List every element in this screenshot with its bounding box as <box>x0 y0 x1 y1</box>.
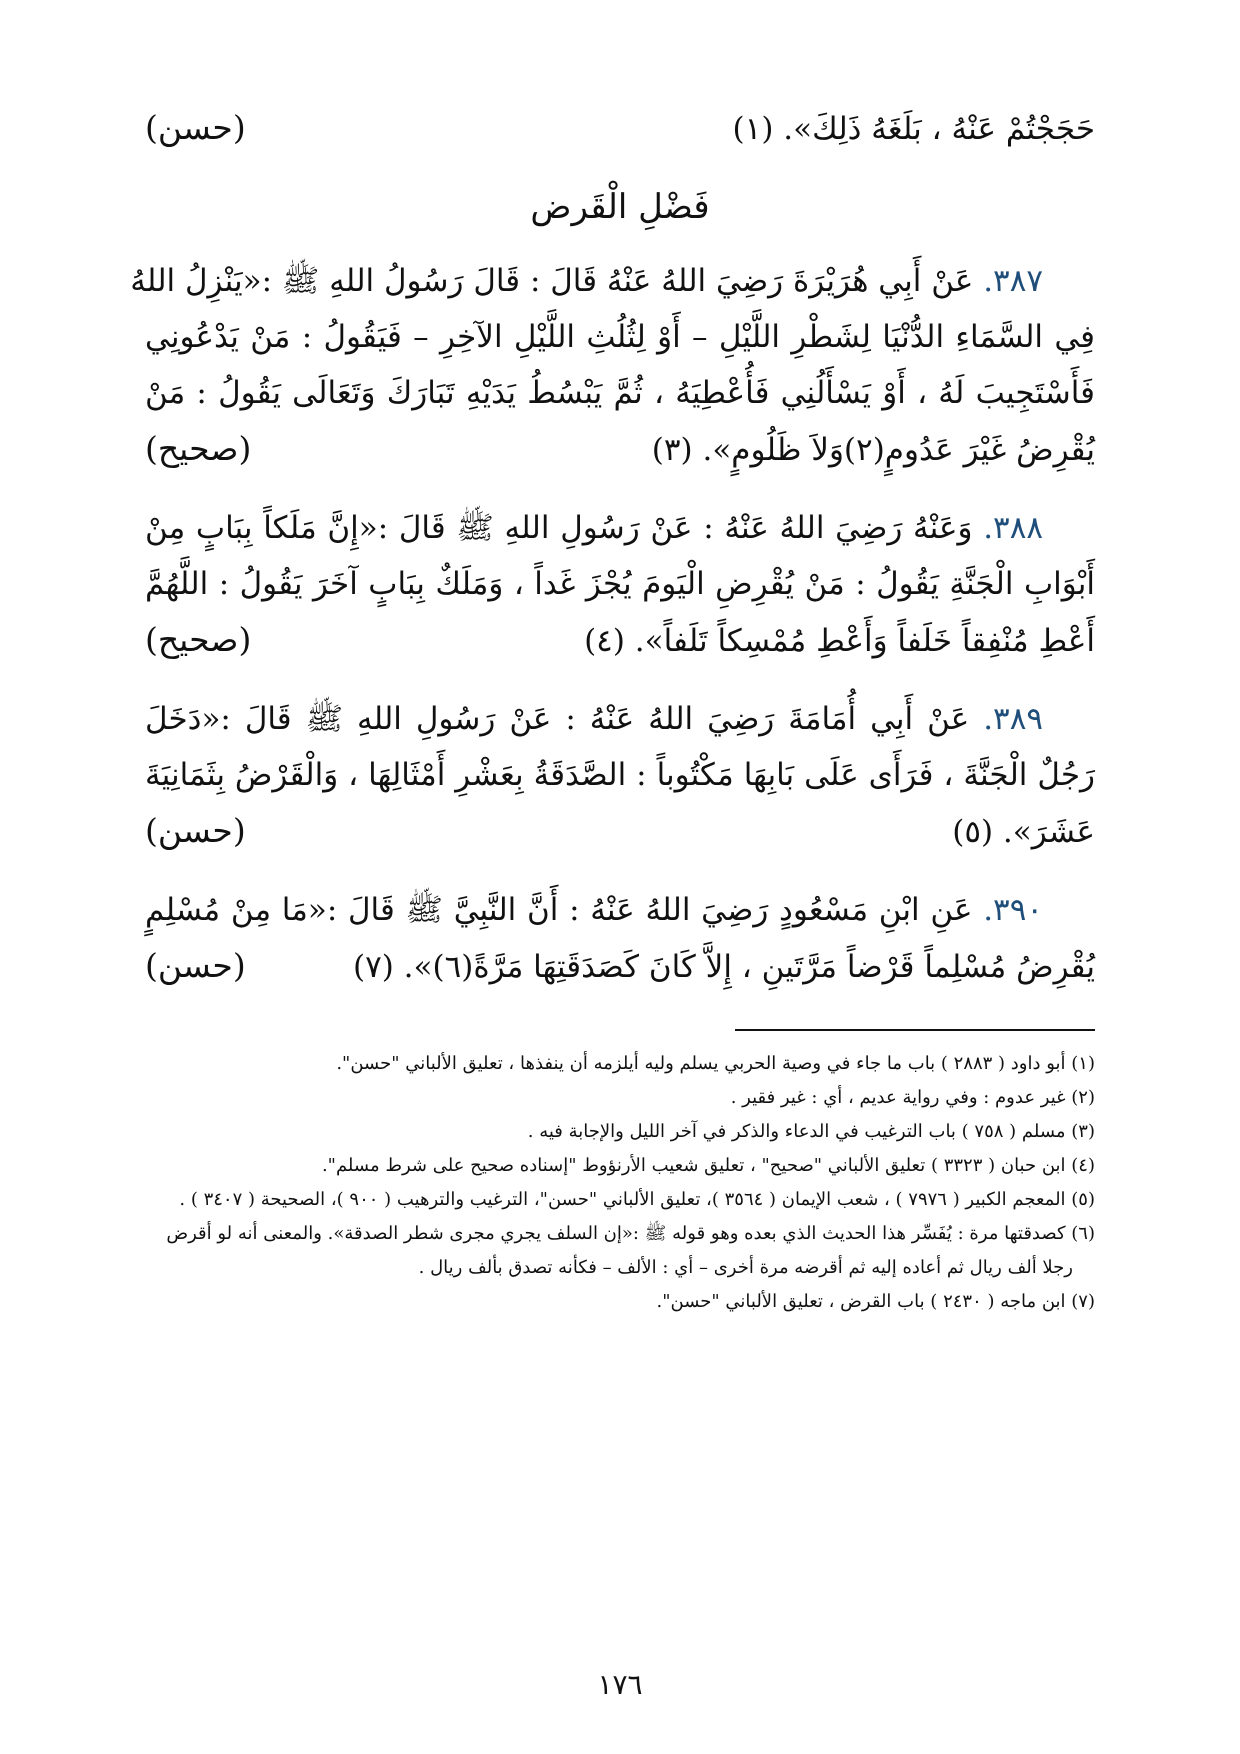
footnote-separator <box>735 1029 1095 1031</box>
grade-label: ( حسن ) <box>145 938 246 994</box>
hadith-text <box>145 691 1095 747</box>
hadith-line-text: يُقْرِضُ غَيْرَ عَدُومٍ(٢)وَلاَ ظَلُومٍ». (٣) <box>651 432 1095 468</box>
hadith-line <box>145 691 1095 747</box>
hadith-line <box>145 803 1095 860</box>
grade-label: ( حسن ) <box>145 100 246 156</box>
page-number: ١٧٦ <box>597 1668 643 1701</box>
hadith-389 <box>145 691 1095 860</box>
hadith-387 <box>130 253 1095 478</box>
hadith-text <box>145 500 1095 556</box>
hadith-line <box>145 612 1095 669</box>
footnote: (٤) ابن حبان ( ٣٣٢٣ ) تعليق الألباني "صحيح" ، تعليق شعيب الأرنؤوط "إسناده صحيح على شرط مسلم". <box>321 1155 1095 1176</box>
hadith-line-text: فَأَسْتَجِيبَ لَهُ ، أَوْ يَسْأَلُنِي فَأُعْطِيَهُ ، ثُمَّ يَبْسُطُ يَدَيْهِ تَبَارَكَ وَتَعَالَى يَقُولُ : مَنْ <box>145 375 1095 411</box>
hadith-line-text: أَعْطِ مُنْفِقاً خَلَفاً وَأَعْطِ مُمْسِكاً تَلَفاً». (٤) <box>584 623 1095 659</box>
hadith-number: ٣٨٨. <box>983 510 1043 546</box>
hadith-line-text: أَبْوَابِ الْجَنَّةِ يَقُولُ : مَنْ يُقْرِضِ الْيَومَ يُجْزَ غَداً ، وَمَلَكٌ بِبَابٍ آخَرَ يَقُولُ : اللَّهُمَّ <box>145 566 1095 602</box>
footnote: (٥) المعجم الكبير ( ٧٩٧٦ ) ، شعب الإيمان ( ٣٥٦٤ )، تعليق الألباني "حسن"، الترغيب والترهيب ( ٩٠٠ )، الصحيحة ( ٣٤٠٧ ) . <box>179 1189 1095 1210</box>
hadith-text <box>130 253 1095 309</box>
hadith-line-text: وَعَنْهُ رَضِيَ اللهُ عَنْهُ : عَنْ رَسُولِ اللهِ ﷺ قَالَ :«إِنَّ مَلَكاً بِبَابٍ مِنْ <box>145 510 973 546</box>
footnote: (٣) مسلم ( ٧٥٨ ) باب الترغيب في الدعاء والذكر في آخر الليل والإجابة فيه . <box>527 1121 1095 1142</box>
footnote: (١) أبو داود ( ٢٨٨٣ ) باب ما جاء في وصية الحربي يسلم وليه أيلزمه أن ينفذها ، تعليق الألباني "حسن". <box>336 1053 1095 1074</box>
hadith-390 <box>145 882 1095 995</box>
hadith-line <box>145 500 1095 556</box>
hadith-line <box>145 882 1095 938</box>
footnote: (٧) ابن ماجه ( ٢٤٣٠ ) باب القرض ، تعليق الألباني "حسن". <box>656 1291 1095 1312</box>
hadith-line <box>130 253 1095 309</box>
hadith-line-text: عَشَرَ». (٥) <box>952 814 1095 850</box>
hadith-line <box>145 747 1095 803</box>
hadith-line <box>145 421 1095 478</box>
footnote: (٢) غير عدوم : وفي رواية عديم ، أي : غير فقير . <box>730 1087 1095 1108</box>
hadith-number: ٣٨٩. <box>983 701 1043 737</box>
footnote: (٦) كصدقتها مرة : يُفَسِّر هذا الحديث الذي بعده وهو قوله ﷺ :«إن السلف يجري مجرى شطر الصدقة». والمعنى أنه لو أقرض <box>166 1223 1095 1244</box>
grade-label: ( صحيح ) <box>145 612 251 668</box>
hadith-line-text: عَنِ ابْنِ مَسْعُودٍ رَضِيَ اللهُ عَنْهُ : أَنَّ النَّبِيَّ ﷺ قَالَ :«مَا مِنْ مُسْلِمٍ <box>145 892 973 928</box>
hadith-number: ٣٨٧. <box>983 263 1043 299</box>
hadith-line-text: رَجُلٌ الْجَنَّةَ ، فَرَأَى عَلَى بَابِهَا مَكْتُوباً : الصَّدَقَةُ بِعَشْرِ أَمْثَالِهَا ، وَالْقَرْضُ بِثَمَانِيَةَ <box>145 757 1095 793</box>
hadith-line <box>145 309 1095 365</box>
hadith-388 <box>145 500 1095 669</box>
page-body <box>130 100 1095 1319</box>
footnotes <box>145 1047 1095 1319</box>
hadith-line <box>145 365 1095 421</box>
section-title: فَضْلِ الْقَرض <box>530 187 710 227</box>
hadith-line-text: عَنْ أَبِي هُرَيْرَةَ رَضِيَ اللهُ عَنْهُ قَالَ : قَالَ رَسُولُ اللهِ ﷺ :«يَنْزِلُ اللهُ <box>130 263 974 299</box>
hadith-continuation-line <box>145 100 1095 157</box>
hadith-line-text: فِي السَّمَاءِ الدُّنْيَا لِشَطْرِ اللَّيْلِ – أَوْ لِثُلُثِ اللَّيْلِ الآخِرِ – فَيَقُولُ : مَنْ يَدْعُونِي <box>145 319 1095 355</box>
grade-label: ( صحيح ) <box>145 421 251 477</box>
footnote-continuation: رجلا ألف ريال ثم أعاده إليه ثم أقرضه مرة أخرى – أي : الألف – فكأنه تصدق بألف ريال . <box>418 1257 1073 1278</box>
hadith-line-text: عَنْ أَبِي أُمَامَةَ رَضِيَ اللهُ عَنْهُ : عَنْ رَسُولِ اللهِ ﷺ قَالَ :«دَخَلَ <box>145 701 970 737</box>
grade-label: ( حسن ) <box>145 803 246 859</box>
hadith-line <box>145 938 1095 995</box>
hadith-text: حَجَجْتُمْ عَنْهُ ، بَلَغَهُ ذَلِكَ». (١) <box>732 111 1095 147</box>
hadith-line-text: يُقْرِضُ مُسْلِماً قَرْضاً مَرَّتَينِ ، إِلاَّ كَانَ كَصَدَقَتِهَا مَرَّةً(٦)». (٧) <box>352 949 1095 985</box>
hadith-line <box>145 556 1095 612</box>
hadith-text <box>145 882 1095 938</box>
hadith-number: ٣٩٠. <box>983 892 1043 928</box>
